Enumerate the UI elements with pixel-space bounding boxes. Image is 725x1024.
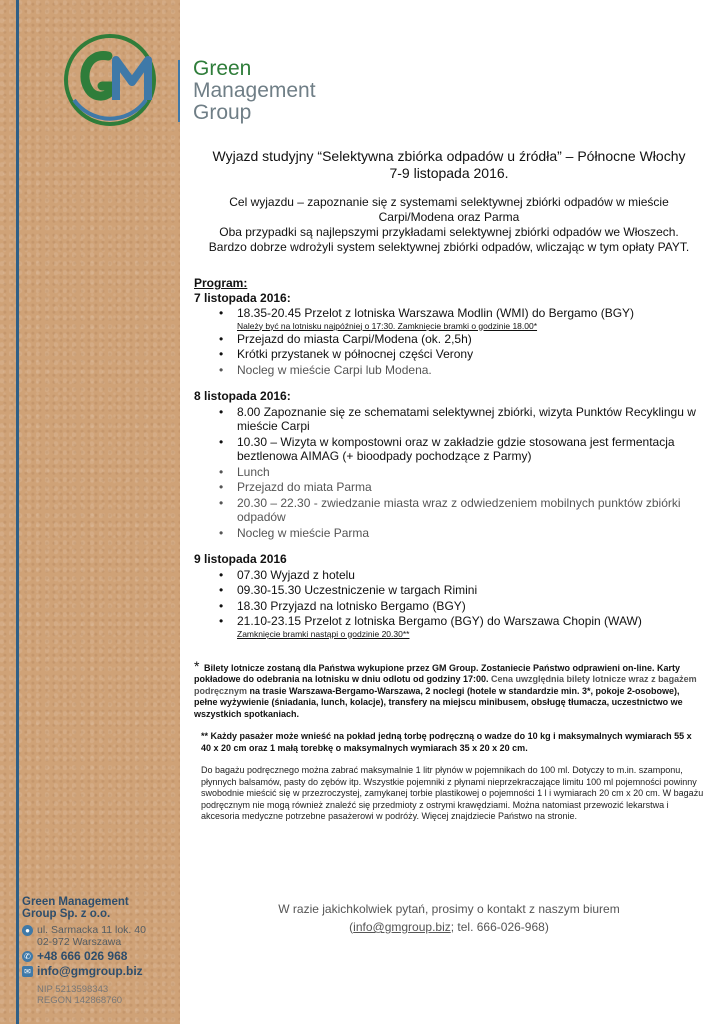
day2-heading: 8 listopada 2016: bbox=[194, 389, 291, 403]
brand-name bbox=[193, 58, 316, 124]
contact-open-paren: ( bbox=[349, 920, 354, 934]
contact-info bbox=[194, 900, 704, 936]
contact-phone: ; tel. 666-026-968) bbox=[450, 920, 549, 934]
footnote-star: * bbox=[194, 657, 200, 674]
list-item: • 10.30 – Wizyta w kompostowni oraz w zakładzie gdzie stosowana jest fermentacja beztlenowa AIMAG (+ bioodpady pochodzące z Parmy) bbox=[219, 435, 704, 464]
footer-email-row bbox=[22, 965, 172, 978]
footer-phone: +48 666 026 968 bbox=[37, 949, 128, 963]
liquids-note: Do bagażu podręcznego można zabrać maksymalnie 1 litr płynów w pojemnikach do 100 ml. Dotyczy to m.in. szamponu, płynnych balsamów, pasty do zębów itp. Wszystkie pojemniki z płynami nieprzekraczające limitu 100 ml pojemności powinny swobodnie mieścić się w przezroczystej, zamykanej torbie plastikowej o pojemności 1 l i wymiarach 20 cm x 20 cm. W bagażu podręcznym nie mogą również znaleźć się przedmioty z ostrymi krawędziami. Można natomiast przewozić lekarstwa i akcesoria medyczne potrzebne pasażerowi w podróży. Więcej znajdziecie Państwo na stronie. bbox=[201, 765, 704, 821]
ticket-note-rest: na trasie Warszawa-Bergamo-Warszawa, 2 noclegi (hotele w standardzie min. 3*, pokoje 2-osobowe), pełne wyżywienie (śniadania, lunch, kolacje), transfery na miejscu minibusem, obsługę tłumacza, uczestnictwo we wszystkich spotkaniach. bbox=[194, 685, 683, 719]
footer-phone-row bbox=[22, 950, 172, 963]
list-item: • 8.00 Zapoznanie się ze schematami selektywnej zbiórki, wizyta Punktów Recyklingu w mieście Carpi bbox=[219, 405, 704, 434]
day3-list bbox=[219, 568, 704, 639]
brand-line3: Group bbox=[193, 101, 252, 124]
day3-item4: 21.10-23.15 Przelot z lotniska Bergamo (BGY) do Warszawa Chopin (WAW) bbox=[237, 614, 642, 628]
list-item: • 18.30 Przyjazd na lotnisko Bergamo (BGY) bbox=[219, 599, 704, 614]
company-footer bbox=[22, 896, 172, 1006]
title-line2: 7-9 listopada 2016. bbox=[389, 164, 509, 181]
footer-address2: 02-972 Warszawa bbox=[37, 936, 122, 948]
day2-list bbox=[219, 405, 704, 541]
day1-heading: 7 listopada 2016: bbox=[194, 290, 291, 305]
day3-item4-note: Zamknięcie bramki nastąpi o godzinie 20.30** bbox=[237, 628, 410, 639]
list-item: • 09.30-15.30 Uczestniczenie w targach Rimini bbox=[219, 583, 704, 598]
list-item: • Krótki przystanek w północnej części Verony bbox=[219, 347, 704, 362]
intro-line1: Cel wyjazdu – zapoznanie się z systemami selektywnej zbiórki odpadów w mieście bbox=[229, 195, 669, 209]
contact-line1: W razie jakichkolwiek pytań, prosimy o kontakt z naszym biurem bbox=[278, 902, 620, 916]
footer-company-line2: Group Sp. z o.o. bbox=[22, 908, 111, 920]
footer-nip: NIP 5213598343 bbox=[37, 984, 109, 995]
ticket-note bbox=[194, 657, 704, 721]
baggage-note: ** Każdy pasażer może wnieść na pokład jedną torbę podręczną o wadze do 10 kg i maksymalnych wymiarach 55 x 40 x 20 cm oraz 1 małą torebkę o maksymalnych wymiarach 35 x 20 x 20 cm. bbox=[201, 731, 692, 753]
ticket-note-gray: Cena uwzględnia bilety lotnicze wraz z bagażem podręcznym bbox=[194, 674, 697, 696]
footer-regon: REGON 142868760 bbox=[37, 995, 123, 1006]
email-icon: ✉ bbox=[22, 966, 33, 977]
day1-item1-note: Należy być na lotnisku najpóźniej o 17:30. Zamknięcie bramki o godzinie 18.00* bbox=[237, 320, 538, 331]
day1-list bbox=[219, 306, 704, 377]
ticket-note-bold: Bilety lotnicze zostaną dla Państwa wykupione przez GM Group. Zostaniecie Państwo odprawieni on-line. Karty pokładowe do odebrania na lotnisku w dniu odlotu od godziny 17:00. bbox=[194, 662, 681, 684]
day3-heading: 9 listopada 2016 bbox=[194, 552, 287, 566]
location-pin-icon: ● bbox=[22, 925, 33, 936]
program-label: Program: bbox=[194, 276, 248, 290]
sidebar-stripe bbox=[16, 0, 19, 1024]
title-line1: Wyjazd studyjny “Selektywna zbiórka odpadów u źródła” – Północne Włochy bbox=[212, 148, 686, 164]
list-item: • Nocleg w mieście Carpi lub Modena. bbox=[219, 363, 704, 378]
list-item: • 07.30 Wyjazd z hotelu bbox=[219, 568, 704, 583]
page-title bbox=[194, 148, 704, 181]
footer-company-name bbox=[22, 896, 172, 920]
list-item: • Przejazd do miasta Carpi/Modena (ok. 2,5h) bbox=[219, 332, 704, 347]
phone-icon: ✆ bbox=[22, 951, 33, 962]
list-item: • 20.30 – 22.30 - zwiedzanie miasta wraz z odwiedzeniem mobilnych punktów zbiórki odpadów bbox=[219, 496, 704, 525]
footer-company-line1: Green Management bbox=[22, 896, 129, 908]
main-content bbox=[194, 148, 704, 823]
list-item bbox=[219, 306, 704, 331]
contact-line2 bbox=[194, 918, 704, 936]
footer-address-row bbox=[22, 924, 172, 936]
contact-email-link[interactable]: info@gmgroup.biz bbox=[353, 920, 451, 934]
list-item: • Przejazd do miata Parma bbox=[219, 480, 704, 495]
intro-paragraph bbox=[194, 195, 704, 255]
gm-logo-icon bbox=[60, 30, 168, 130]
logo-divider bbox=[178, 60, 180, 122]
brand-line1: Green bbox=[193, 57, 252, 80]
list-item: • Nocleg w mieście Parma bbox=[219, 526, 704, 541]
day1-item1: 18.35-20.45 Przelot z lotniska Warszawa Modlin (WMI) do Bergamo (BGY) bbox=[237, 306, 635, 320]
kraft-sidebar bbox=[0, 0, 180, 1024]
list-item bbox=[219, 614, 704, 639]
intro-line2: Carpi/Modena oraz Parma bbox=[378, 210, 520, 224]
intro-line4: Bardzo dobrze wdrożyli system selektywnej zbiórki odpadów, wliczając w tym opłaty PAYT. bbox=[208, 240, 690, 254]
list-item: • Lunch bbox=[219, 465, 704, 480]
footer-email[interactable]: info@gmgroup.biz bbox=[37, 964, 143, 978]
footer-address1: ul. Sarmacka 11 lok. 40 bbox=[37, 924, 146, 936]
intro-line3: Oba przypadki są najlepszymi przykładami selektywnej zbiórki odpadów we Włoszech. bbox=[219, 225, 679, 239]
brand-line2: Management bbox=[193, 79, 316, 102]
